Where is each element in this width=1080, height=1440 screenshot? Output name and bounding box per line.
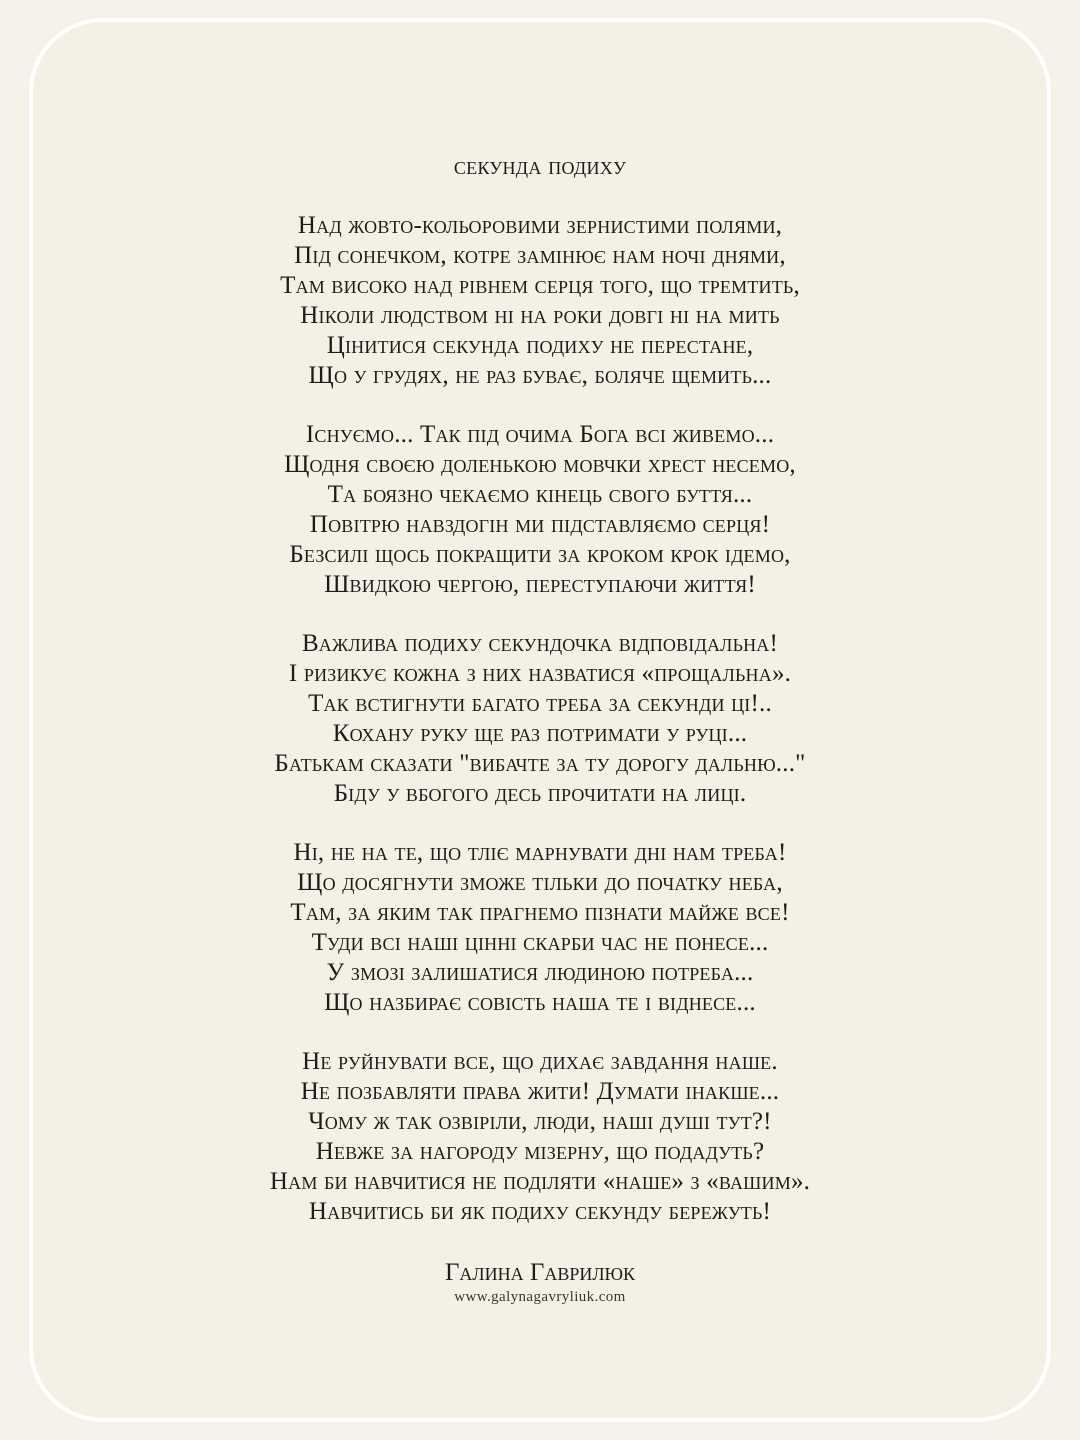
author-name: Галина Гаврилюк xyxy=(444,1259,636,1286)
poem-line: Та боязно чекаємо кінець свого буття... xyxy=(327,481,753,508)
poem-line: Під сонечком, котре замінює нам ночі днями, xyxy=(294,242,786,269)
poem-title: секунда подиху xyxy=(453,153,627,180)
poem-line: Ні, не на те, що тліє марнувати дні нам треба! xyxy=(293,839,787,866)
poem-line: Що назбирає совість наша те і віднесе... xyxy=(324,989,756,1016)
poem-line: Чому ж так озвіріли, люди, наші душі тут?! xyxy=(308,1108,772,1135)
poem-line: Важлива подиху секундочка відповідальна! xyxy=(301,630,779,657)
stanza-3 xyxy=(0,629,1080,809)
poem-line: Не позбавляти права жити! Думати інакше... xyxy=(300,1078,780,1105)
stanza-2 xyxy=(0,420,1080,600)
stanza-4 xyxy=(0,838,1080,1018)
poem-line: Туди всі наші цінні скарби час не понесе... xyxy=(311,929,769,956)
stanza-5 xyxy=(0,1047,1080,1227)
poem-line: Біду у вбогого десь прочитати на лиці. xyxy=(333,780,747,807)
poem-line: Навчитись би як подиху секунду бережуть! xyxy=(308,1198,772,1225)
poem-line: Щодня своєю доленькою мовчки хрест несемо, xyxy=(284,451,796,478)
poem-line: Ніколи людством ні на роки довгі ні на мить xyxy=(300,302,780,329)
poem-line: Цінитися секунда подиху не перестане, xyxy=(326,332,754,359)
website-url: www.galynagavryliuk.com xyxy=(454,1289,626,1305)
poem-line: Там, за яким так прагнемо пізнати майже все! xyxy=(290,899,790,926)
poem-line: Над жовто-кольоровими зернистими полями, xyxy=(297,212,783,239)
poem-line: Швидкою чергою, переступаючи життя! xyxy=(324,571,756,598)
poem-body xyxy=(0,211,1080,1256)
poem-line: Що у грудях, не раз буває, боляче щемить... xyxy=(308,362,772,389)
poem-line: У змозі залишатися людиною потреба... xyxy=(326,959,754,986)
poem-line: Безсилі щось покращити за кроком крок ідемо, xyxy=(289,541,791,568)
poem-line: Що досягнути зможе тільки до початку неба, xyxy=(297,869,783,896)
stanza-1 xyxy=(0,211,1080,391)
poem-line: Там високо над рівнем серця того, що тремтить, xyxy=(280,272,800,299)
poem-line: Існуємо... Так під очима Бога всі живемо... xyxy=(305,421,775,448)
poem-line: І ризикує кожна з них назватися «прощальна». xyxy=(288,660,792,687)
poem-line: Нам би навчитися не поділяти «наше» з «вашим». xyxy=(269,1168,811,1195)
poem-line: Невже за нагороду мізерну, що подадуть? xyxy=(315,1138,765,1165)
poem-line: Кохану руку ще раз потримати у руці... xyxy=(332,720,748,747)
poem-line: Повітрю навздогін ми підставляємо серця! xyxy=(309,511,771,538)
poem-line: Батькам сказати "вибачте за ту дорогу дальню..." xyxy=(274,750,806,777)
poem-line: Так встигнути багато треба за секунди ці!.. xyxy=(308,690,772,717)
poem-line: Не руйнувати все, що дихає завдання наше. xyxy=(302,1048,778,1075)
